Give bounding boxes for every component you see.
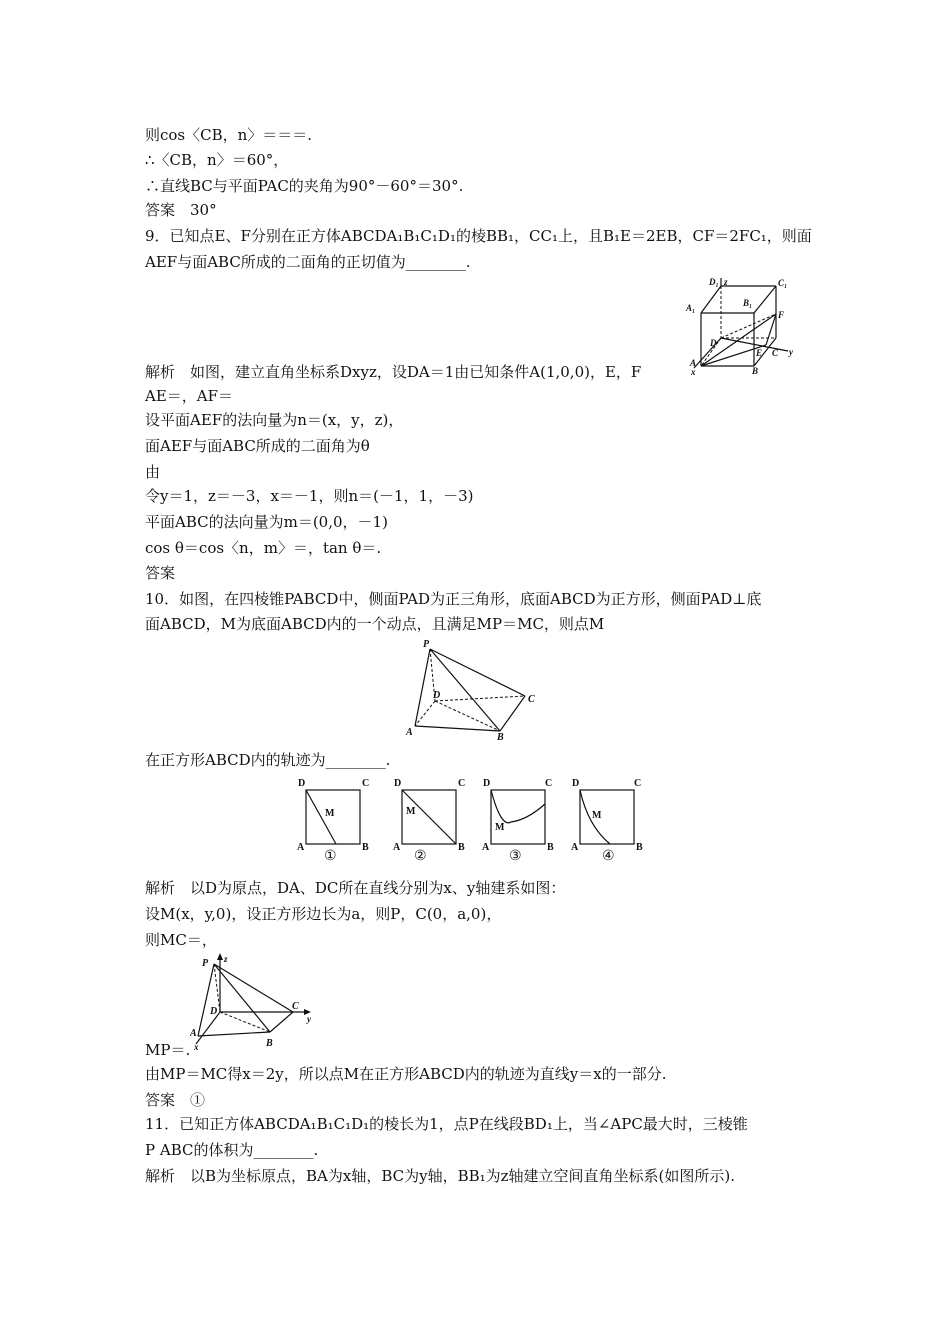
label-b: B bbox=[362, 842, 369, 853]
text-line: 则MC＝， bbox=[145, 931, 217, 949]
label-d: D bbox=[710, 338, 717, 348]
option-figure-4 bbox=[570, 776, 650, 862]
option-figure-1 bbox=[296, 776, 376, 862]
text-line: 面ABCD，M为底面ABCD内的一个动点，且满足MP＝MC，则点M bbox=[145, 615, 605, 633]
label-b: B bbox=[547, 842, 554, 853]
label-y: y bbox=[789, 347, 793, 357]
label-d: D bbox=[433, 690, 441, 701]
label-b: B bbox=[458, 842, 465, 853]
text-line: MP＝. bbox=[145, 1041, 191, 1059]
option-number: ④ bbox=[602, 849, 615, 862]
label-p: P bbox=[423, 639, 430, 650]
label-m: M bbox=[406, 806, 416, 817]
text-line: 解析 以B为坐标原点，BA为x轴，BC为y轴，BB₁为z轴建立空间直角坐标系(如图所示). bbox=[145, 1167, 736, 1185]
label-d: D bbox=[572, 778, 580, 789]
label-a: A bbox=[571, 842, 579, 853]
label-d: D bbox=[210, 1006, 218, 1017]
text-line: 面AEF与面ABC所成的二面角为θ bbox=[145, 437, 370, 455]
text-line: ∴〈CB，n〉＝60°， bbox=[145, 151, 289, 169]
label-m: M bbox=[325, 808, 335, 819]
coord-pyramid-figure bbox=[190, 952, 320, 1052]
text-line: 设M(x，y,0)，设正方形边长为a，则P，C(0，a,0)， bbox=[145, 905, 502, 923]
label-c: C bbox=[362, 778, 370, 789]
text-line: AEF与面ABC所成的二面角的正切值为________. bbox=[145, 253, 471, 271]
label-m: M bbox=[495, 822, 505, 833]
label-c: C bbox=[292, 1001, 299, 1012]
text-line: 解析 以D为原点，DA、DC所在直线分别为x、y轴建系如图： bbox=[145, 879, 566, 897]
text-line: 在正方形ABCD内的轨迹为________. bbox=[145, 751, 391, 769]
label-d: D bbox=[483, 778, 491, 789]
label-y: y bbox=[307, 1014, 311, 1024]
text-line: 则cos〈CB，n〉＝＝＝. bbox=[145, 126, 313, 144]
pyramid-figure bbox=[405, 636, 545, 742]
label-a1: A₁ bbox=[686, 303, 696, 313]
text-line: 设平面AEF的法向量为n＝(x，y，z)， bbox=[145, 411, 404, 429]
label-b: B bbox=[752, 366, 759, 376]
label-d: D bbox=[394, 778, 402, 789]
option-number: ② bbox=[414, 849, 427, 862]
label-b: B bbox=[636, 842, 643, 853]
text-line: 答案 30° bbox=[145, 201, 217, 219]
label-a: A bbox=[406, 727, 413, 738]
text-line: 令y＝1，z＝－3，x＝－1，则n＝(－1，1，－3) bbox=[145, 487, 474, 505]
label-a: A bbox=[393, 842, 401, 853]
label-a: A bbox=[482, 842, 490, 853]
label-a: A bbox=[297, 842, 305, 853]
text-line: 答案 ① bbox=[145, 1091, 206, 1109]
label-c: C bbox=[545, 778, 553, 789]
label-x: x bbox=[194, 1042, 199, 1052]
text-line: 11．已知正方体ABCDA₁B₁C₁D₁的棱长为1，点P在线段BD₁上，当∠APC最大时，三棱锥 bbox=[145, 1115, 748, 1133]
label-b: B bbox=[266, 1038, 273, 1049]
label-b: B bbox=[497, 732, 504, 742]
label-z: z bbox=[724, 277, 728, 287]
label-c: C bbox=[528, 694, 535, 705]
label-z: z bbox=[224, 954, 228, 964]
text-line: 9．已知点E、F分别在正方体ABCDA₁B₁C₁D₁的棱BB₁，CC₁上，且B₁E＝2EB，CF＝2FC₁，则面 bbox=[145, 227, 812, 245]
text-line: 由 bbox=[145, 463, 161, 481]
label-a: A bbox=[690, 358, 697, 368]
text-line: 由MP＝MC得x＝2y，所以点M在正方形ABCD内的轨迹为直线y＝x的一部分. bbox=[145, 1065, 667, 1083]
label-a: A bbox=[190, 1028, 197, 1039]
label-p: P bbox=[202, 958, 209, 969]
text-line: 答案 bbox=[145, 564, 176, 582]
label-e: E bbox=[756, 348, 763, 358]
label-b1: B₁ bbox=[743, 298, 753, 308]
text-line: ∴直线BC与平面PAC的夹角为90°－60°＝30°. bbox=[145, 177, 464, 195]
cube-figure bbox=[676, 276, 806, 376]
option-figure-3 bbox=[481, 776, 561, 862]
label-d: D bbox=[298, 778, 306, 789]
label-c1: C₁ bbox=[778, 278, 788, 288]
label-f: F bbox=[778, 310, 785, 320]
label-m: M bbox=[592, 810, 602, 821]
option-number: ③ bbox=[509, 849, 522, 862]
text-line: cos θ＝cos〈n，m〉＝，tan θ＝. bbox=[145, 539, 382, 557]
text-line: P ABC的体积为________. bbox=[145, 1141, 319, 1159]
label-x: x bbox=[691, 367, 696, 376]
label-c: C bbox=[772, 348, 779, 358]
text-line: 解析 如图，建立直角坐标系Dxyz，设DA＝1由已知条件A(1,0,0)，E，F bbox=[145, 363, 642, 381]
text-line: AE＝，AF＝ bbox=[145, 387, 234, 405]
label-d1: D₁ bbox=[709, 277, 719, 287]
label-c: C bbox=[458, 778, 466, 789]
text-line: 10．如图，在四棱锥PABCD中，侧面PAD为正三角形，底面ABCD为正方形，侧面PAD⊥底 bbox=[145, 590, 762, 608]
option-number: ① bbox=[324, 849, 337, 862]
label-c: C bbox=[634, 778, 642, 789]
option-figure-2 bbox=[392, 776, 472, 862]
text-line: 平面ABC的法向量为m＝(0,0，－1) bbox=[145, 513, 388, 531]
